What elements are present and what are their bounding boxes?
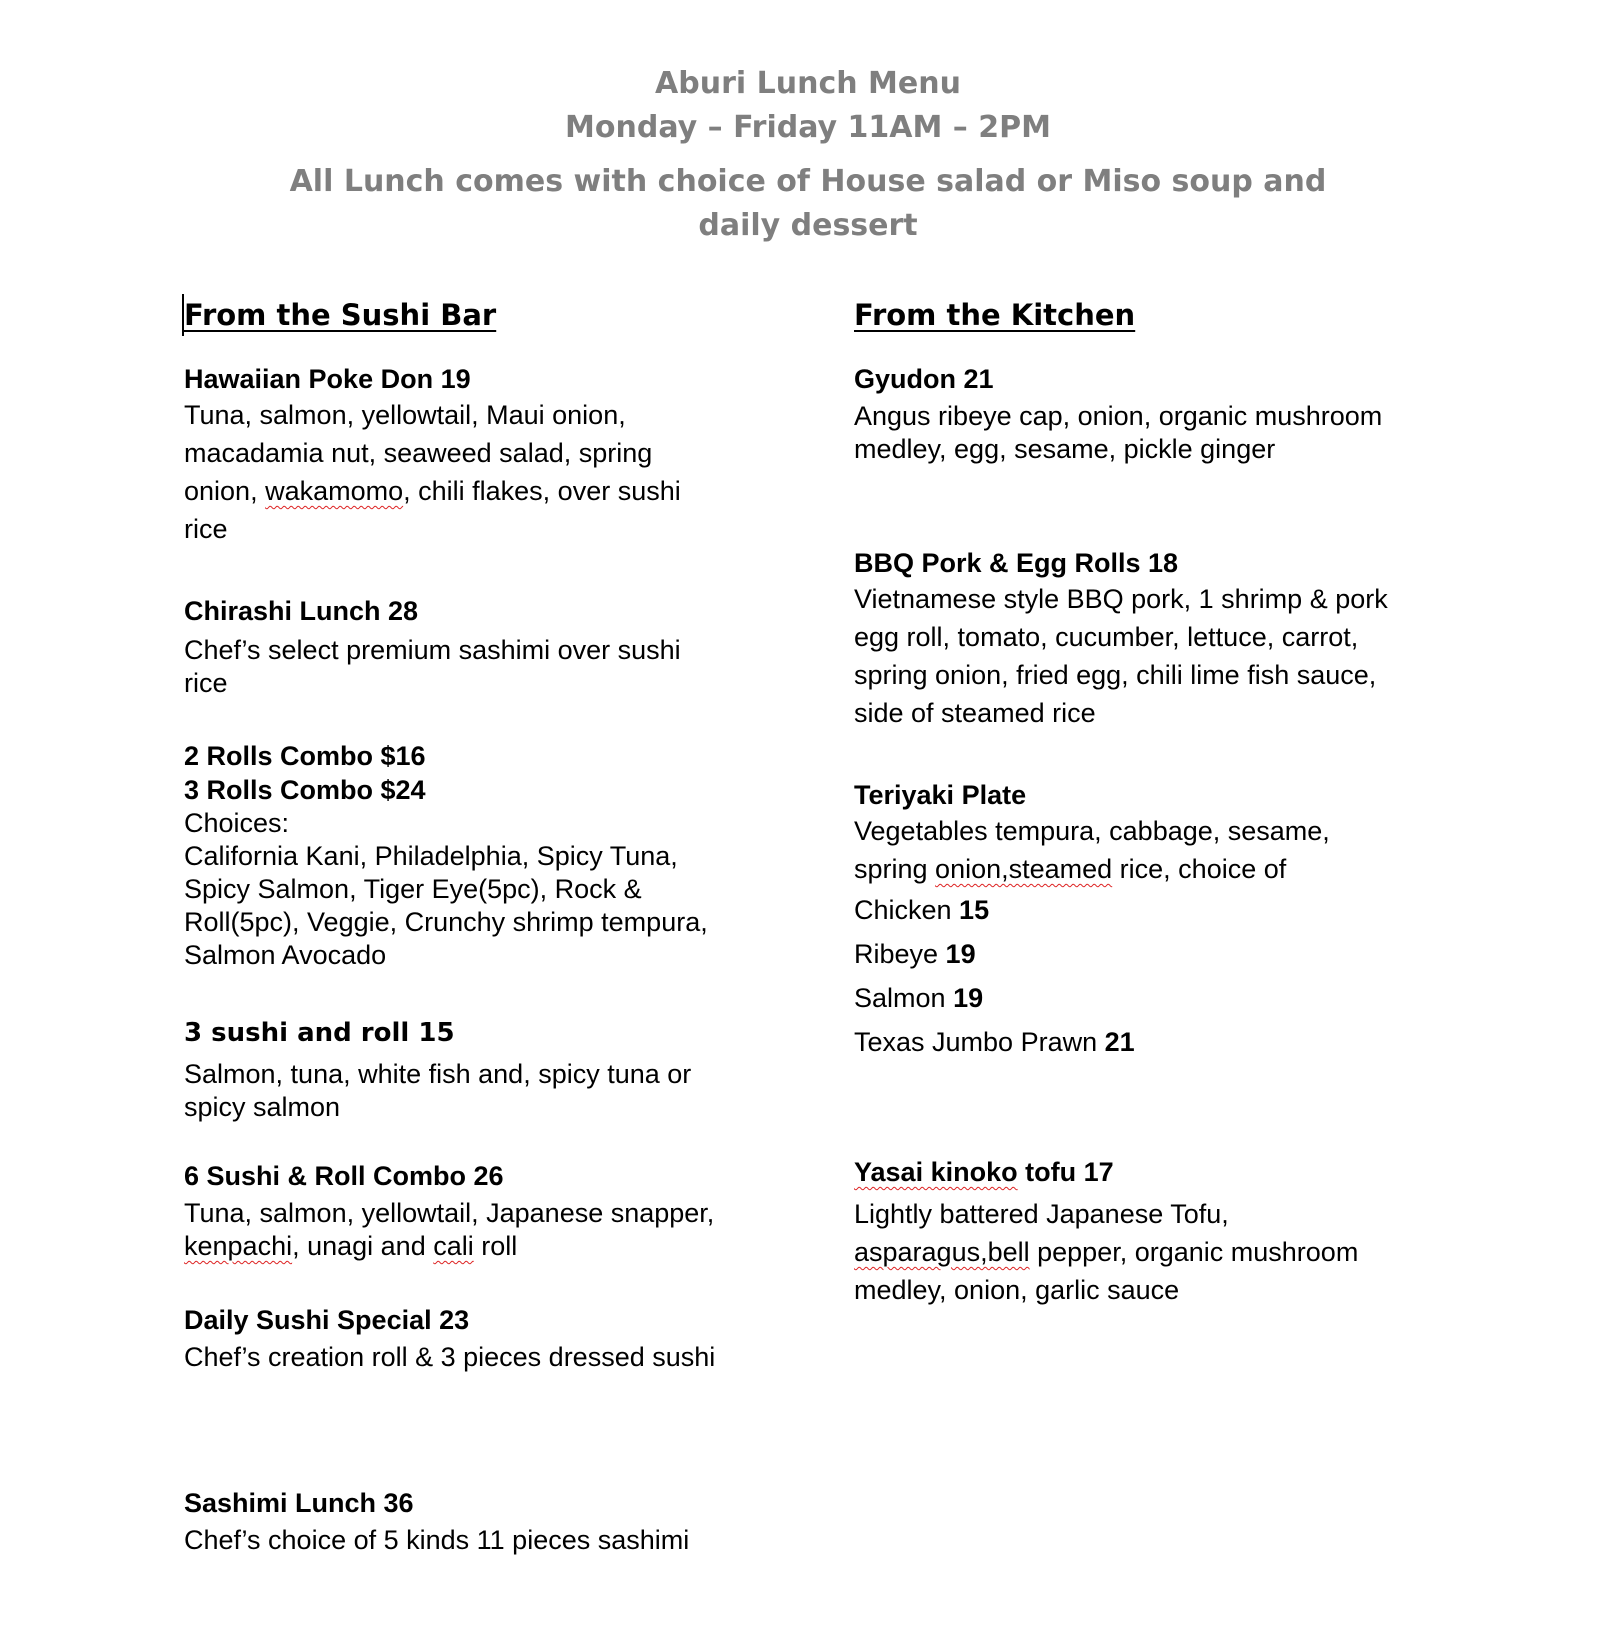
menu-item xyxy=(854,362,1394,466)
menu-item xyxy=(184,362,724,548)
spellcheck-word: cali xyxy=(433,1231,474,1261)
variant-salmon: Salmon 19 xyxy=(854,983,984,1013)
menu-title: Aburi Lunch Menu xyxy=(655,66,961,101)
menu-item xyxy=(854,778,1394,1064)
menu-hours: Monday – Friday 11AM – 2PM xyxy=(565,110,1051,145)
item-name: BBQ Pork & Egg Rolls 18 xyxy=(854,548,1179,578)
variant-ribeye: Ribeye 19 xyxy=(854,939,976,969)
spellcheck-word: asparagus,bell xyxy=(854,1237,1030,1267)
item-desc: Chef’s select premium sashimi over sushi rice xyxy=(184,635,681,698)
spellcheck-word: onion,steamed xyxy=(935,854,1113,884)
item-name: Sashimi Lunch 36 xyxy=(184,1488,414,1518)
menu-item xyxy=(854,546,1394,732)
menu-item xyxy=(184,1486,724,1557)
item-name: Teriyaki Plate xyxy=(854,780,1027,810)
variant-prawn: Texas Jumbo Prawn 21 xyxy=(854,1027,1135,1057)
menu-item xyxy=(184,1159,724,1263)
item-name: 2 Rolls Combo $16 xyxy=(184,741,426,771)
item-desc-label: Choices: xyxy=(184,808,290,838)
item-desc: Lightly battered Japanese Tofu, asparagus,bell pepper, organic mushroom medley, onion, garlic sauce xyxy=(854,1199,1359,1305)
spellcheck-word: kenpachi xyxy=(184,1231,293,1261)
item-desc: Vietnamese style BBQ pork, 1 shrimp & pork egg roll, tomato, cucumber, lettuce, carrot, spring onion, fried egg, chili lime fish sauce, side of steamed rice xyxy=(854,584,1388,728)
item-desc: Chef’s choice of 5 kinds 11 pieces sashimi xyxy=(184,1525,690,1555)
menu-item xyxy=(184,594,724,700)
section-title-sushi-bar: From the Sushi Bar xyxy=(184,298,497,332)
item-name: Hawaiian Poke Don 19 xyxy=(184,364,471,394)
menu-item xyxy=(184,1016,724,1124)
menu-item xyxy=(854,1155,1394,1309)
item-name: Yasai kinoko tofu 17 xyxy=(854,1157,1114,1187)
spellcheck-word: Yasai kinoko xyxy=(854,1157,1018,1187)
item-desc: Chef’s creation roll & 3 pieces dressed sushi xyxy=(184,1342,716,1372)
item-desc: Vegetables tempura, cabbage, sesame, spring onion,steamed rice, choice of xyxy=(854,816,1330,884)
spellcheck-word: wakamomo xyxy=(265,476,404,506)
item-desc: Salmon, tuna, white fish and, spicy tuna or spicy salmon xyxy=(184,1059,692,1122)
menu-note: All Lunch comes with choice of House salad or Miso soup and daily dessert xyxy=(289,164,1327,243)
item-name: Daily Sushi Special 23 xyxy=(184,1305,470,1335)
item-desc: Angus ribeye cap, onion, organic mushroom medley, egg, sesame, pickle ginger xyxy=(854,401,1383,464)
item-desc: Tuna, salmon, yellowtail, Maui onion, macadamia nut, seaweed salad, spring onion, wakamomo, chili flakes, over sushi rice xyxy=(184,400,681,544)
section-title-kitchen: From the Kitchen xyxy=(854,298,1136,332)
variant-chicken: Chicken 15 xyxy=(854,895,990,925)
item-name: Chirashi Lunch 28 xyxy=(184,596,419,626)
item-name: Gyudon 21 xyxy=(854,364,994,394)
item-name: 3 sushi and roll 15 xyxy=(184,1018,455,1048)
menu-item xyxy=(184,739,724,972)
item-name: 6 Sushi & Roll Combo 26 xyxy=(184,1161,504,1191)
item-name: 3 Rolls Combo $24 xyxy=(184,775,426,805)
item-desc: California Kani, Philadelphia, Spicy Tuna, Spicy Salmon, Tiger Eye(5pc), Rock & Roll(5pc), Veggie, Crunchy shrimp tempura, Salmon Avocado xyxy=(184,841,708,970)
item-desc: Tuna, salmon, yellowtail, Japanese snapper, kenpachi, unagi and cali roll xyxy=(184,1198,715,1261)
menu-item xyxy=(184,1303,724,1374)
